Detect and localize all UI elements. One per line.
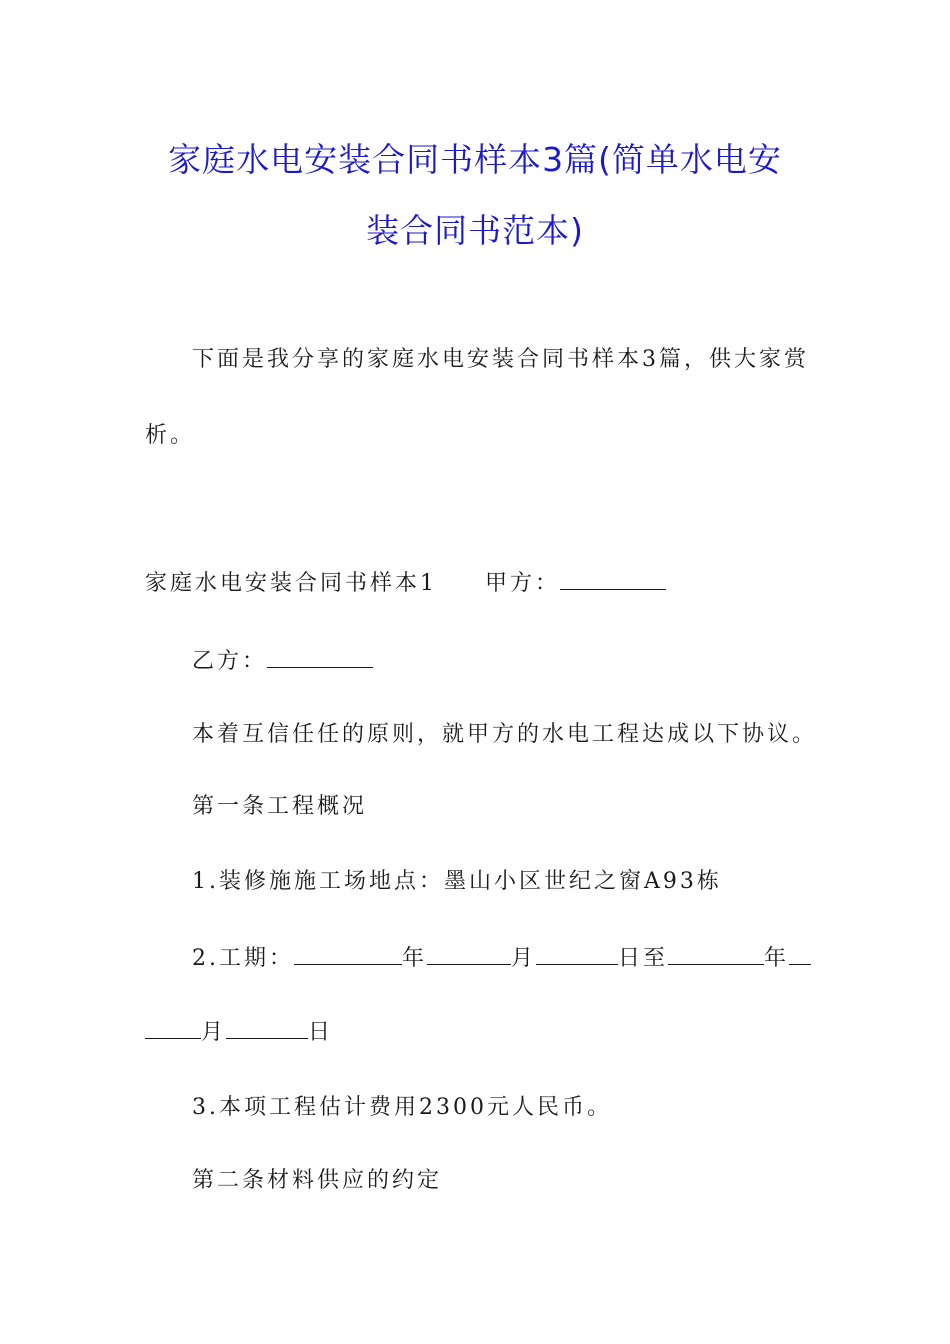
start-day-blank bbox=[536, 942, 618, 965]
end-month-label: 月 bbox=[201, 1020, 227, 1045]
start-year-blank bbox=[294, 942, 402, 965]
document-title-line-1: 家庭水电安装合同书样本3篇(简单水电安 bbox=[168, 140, 782, 179]
principle-paragraph: 本着互信任任的原则，就甲方的水电工程达成以下协议。 bbox=[192, 722, 818, 747]
day-to-label: 日至 bbox=[618, 946, 669, 971]
start-month-label: 月 bbox=[511, 946, 537, 971]
item-2-prefix: 2.工期： bbox=[192, 946, 294, 971]
item-2-duration-line-2 bbox=[145, 1016, 333, 1049]
sample-heading: 家庭水电安装合同书样本1 bbox=[145, 571, 437, 596]
intro-paragraph-line-1: 下面是我分享的家庭水电安装合同书样本3篇，供大家赏 bbox=[192, 347, 809, 372]
item-2-duration-line-1 bbox=[192, 942, 811, 975]
item-1-site: 1.装修施施工场地点：墨山小区世纪之窗A93栋 bbox=[192, 869, 722, 894]
party-a-blank bbox=[560, 567, 666, 590]
intro-paragraph-line-2: 析。 bbox=[145, 423, 196, 448]
party-b-label: 乙方： bbox=[192, 649, 268, 674]
start-month-blank bbox=[427, 942, 511, 965]
party-b-line bbox=[192, 645, 373, 678]
end-month-blank-part-2 bbox=[145, 1016, 201, 1039]
party-b-blank bbox=[267, 645, 373, 668]
end-day-label: 日 bbox=[308, 1020, 334, 1045]
end-day-blank bbox=[226, 1016, 308, 1039]
party-a-label: 甲方： bbox=[485, 571, 561, 596]
sample-heading-line bbox=[145, 567, 666, 600]
article-1-heading: 第一条工程概况 bbox=[192, 794, 368, 819]
start-year-label: 年 bbox=[402, 946, 428, 971]
item-3-cost: 3.本项工程估计费用2300元人民币。 bbox=[192, 1095, 612, 1120]
article-2-heading: 第二条材料供应的约定 bbox=[192, 1168, 443, 1193]
end-year-blank bbox=[668, 942, 764, 965]
end-month-blank-part-1 bbox=[789, 942, 811, 965]
document-title-line-2: 装合同书范本) bbox=[366, 211, 584, 250]
end-year-label: 年 bbox=[764, 946, 790, 971]
